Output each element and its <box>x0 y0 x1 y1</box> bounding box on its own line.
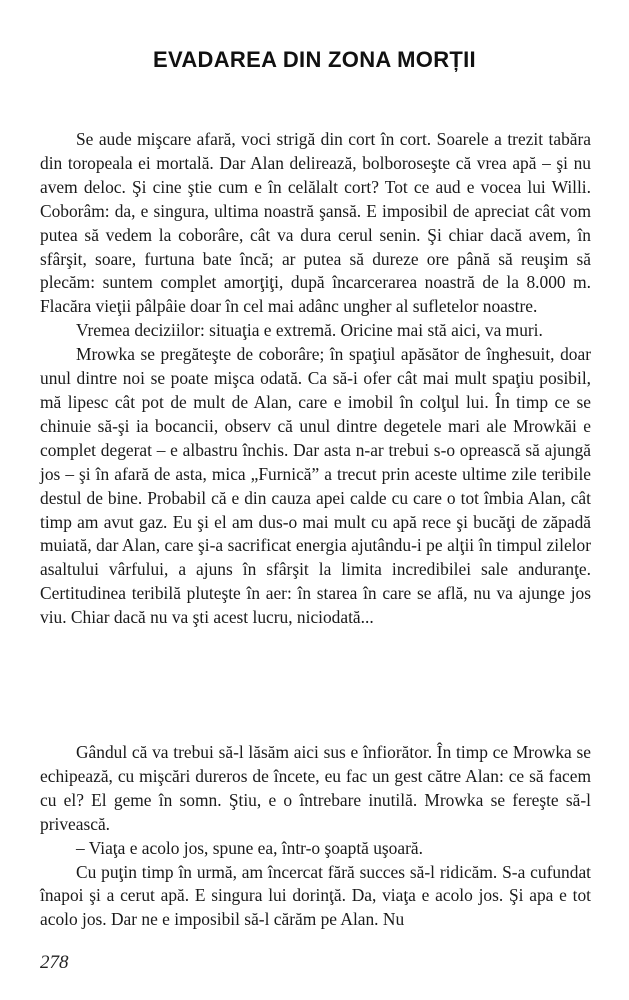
paragraph: Vremea deciziilor: situaţia e extremă. Oricine mai stă aici, va muri. <box>76 320 543 341</box>
paragraph: Mrowka se pregăteşte de coborâre; în spaţiul apăsător de înghesuit, doar unul dintre noi se poate mişca odată. Ca să-i ofer cât mai mult spaţiu posibil, mă lipesc cât pot de mult de Alan, care e imobil în colţul lui. În timp ce se chinuie să-şi ia bocancii, observ că unul dintre degetele mari ale Mrowkăi e complet degerat – e albastru închis. Dar asta n-ar trebui s-o oprească să ajungă jos – şi în afară de asta, mica „Furnică” a trecut prin aceste ultime zile teribile destul de bine. Probabil că e din cauza apei calde cu care o tot îmbia Alan, cât timp am avut gaz. Eu şi el am dus-o mai mult cu apă rece şi bucăţi de zăpadă muiată, dar Alan, care şi-a sacrificat energia ajutându-i pe alţii în timpul zilelor asaltului vârfului, a ajuns în sfârşit la limita incredibilei sale anduranţe. Certitudinea teribilă pluteşte în aer: în starea în care se află, nu va ajunge jos viu. Chiar dacă nu va şti acest lucru, niciodată... <box>40 344 591 628</box>
page-number: 278 <box>40 952 69 973</box>
paragraph: Cu puţin timp în urmă, am încercat fără succes să-l ridicăm. S-a cufundat înapoi şi a cerut apă. E singura lui dorinţă. Da, viaţa e acolo jos. Şi apa e tot acolo jos. Dar ne e imposibil să-l cărăm pe Alan. Nu <box>40 861 591 930</box>
paragraph: Se aude mişcare afară, voci strigă din cort în cort. Soarele a trezit tabăra din toropeala ei mortală. Dar Alan delirează, bolboroseşte că vrea apă – şi nu avem deloc. Şi cine ştie cum e în celălalt cort? Tot ce aud e vocea lui Willi. Coborâm: da, e singura, ultima noastră şansă. E imposibil de apreciat cât vom putea să vedem la coborâre, cât va dura cerul senin. Şi chiar dacă avem, în sfârşit, soare, furtuna bate încă; ar putea să dureze ore până să reuşim să plecăm: suntem complet amorţiţi, după încarcerarea noastră de la 8.000 m. Flacăra vieţii pâlpâie doar în cel mai adânc ungher al sufletelor noastre. <box>40 129 591 317</box>
paragraph: – Viaţa e acolo jos, spune ea, într-o şoaptă uşoară. <box>76 837 423 858</box>
body-text-section-1 <box>40 128 591 630</box>
chapter-title: EVADAREA DIN ZONA MORȚII <box>153 47 476 72</box>
body-text-section-2 <box>40 741 591 932</box>
paragraph: Gândul că va trebui să-l lăsăm aici sus e înfiorător. În timp ce Mrowka se echipează, cu mişcări dureros de încete, eu fac un gest către Alan: ce să facem cu el? El geme în somn. Ştiu, e o întrebare inutilă. Mrowka se fereşte să-l privească. <box>40 742 591 834</box>
